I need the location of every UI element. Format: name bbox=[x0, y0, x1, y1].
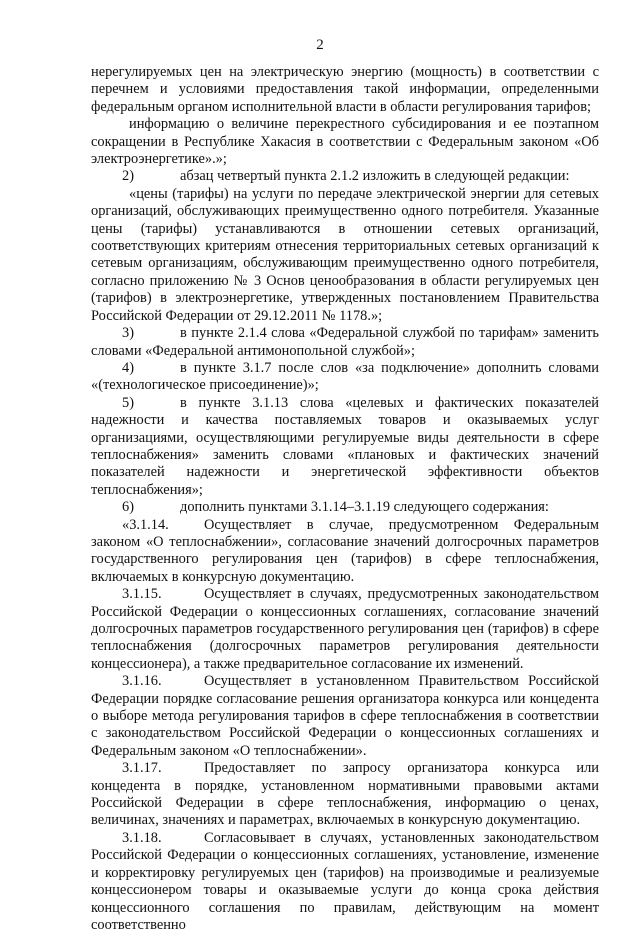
clause-number: 3.1.15. bbox=[122, 586, 162, 603]
clause-3-1-15 bbox=[91, 586, 599, 673]
clause-3-1-14 bbox=[91, 517, 599, 587]
clause-3-1-16 bbox=[91, 673, 599, 760]
list-item-5 bbox=[91, 395, 599, 499]
paragraph-cross-subsidy: информацию о величине перекрестного субсидирования и ее поэтапном сокращении в Республике Хакасия в соответствии с Федеральным законом «Об электроэнергетике».»; bbox=[91, 116, 599, 168]
list-item-6 bbox=[91, 499, 599, 516]
clause-text: Осуществляет в случае, предусмотренном Федеральным законом «О теплоснабжении», согласование значений долгосрочных параметров государственного регулирования цен (тарифов) в сфере теплоснабжения, включаемых в конкурсную документацию. bbox=[91, 516, 599, 585]
item-text: в пункте 3.1.7 после слов «за подключение» дополнить словами «(технологическое присоединение)»; bbox=[91, 359, 599, 394]
item-number: 4) bbox=[122, 359, 134, 376]
item-number: 6) bbox=[122, 499, 134, 516]
item-text: дополнить пунктами 3.1.14–3.1.19 следующего содержания: bbox=[180, 499, 549, 516]
document-body bbox=[91, 64, 599, 934]
page-number: 2 bbox=[316, 37, 324, 53]
list-item-2 bbox=[91, 168, 599, 185]
paragraph-continuation: нерегулируемых цен на электрическую энергию (мощность) в соответствии с перечнем и условиями предоставления такой информации, определенными федеральным органом исполнительной власти в области регулирования тарифов; bbox=[91, 64, 599, 115]
item-text: в пункте 2.1.4 слова «Федеральной службой по тарифам» заменить словами «Федеральной антимонопольной службой»; bbox=[91, 325, 599, 359]
clause-text: Осуществляет в случаях, предусмотренных законодательством Российской Федерации о концессионных соглашениях, согласование значений долгосрочных параметров государственного регулирования цен (тарифов) в сфере теплоснабжения (долгосрочных параметров регулирования деятельности концессионера), а также предварительное согласование их изменений. bbox=[91, 586, 599, 672]
clause-text: Предоставляет по запросу организатора конкурса или концедента в порядке, установленном нормативными правовыми актами Российской Федерации в сфере теплоснабжения, информацию о ценах, величинах, значениях и параметрах, включаемых в конкурсную документацию. bbox=[91, 760, 599, 829]
item-number: 3) bbox=[122, 325, 134, 342]
clause-text: Осуществляет в установленном Правительством Российской Федерации порядке согласование решения организатора конкурса или концедента о выборе метода регулирования тарифов в сфере теплоснабжения в соответствии с законодательством Российской Федерации о концессионных соглашениях и Федеральным законом «О теплоснабжении». bbox=[91, 673, 599, 759]
clause-3-1-18 bbox=[91, 830, 599, 934]
clause-text: Согласовывает в случаях, установленных законодательством Российской Федерации о концессионных соглашениях, установление, изменение и корректировку регулируемых цен (тарифов) на производимые и реализуемые концессионером товары и оказываемые услуги до конца срока действия концессионного соглашения по правилам, действующим на момент соответственно bbox=[91, 829, 599, 933]
clause-number: 3.1.18. bbox=[122, 829, 162, 846]
item-number: 5) bbox=[122, 394, 134, 411]
item-number: 2) bbox=[122, 168, 134, 185]
item-text: абзац четвертый пункта 2.1.2 изложить в следующей редакции: bbox=[180, 168, 570, 185]
clause-number: 3.1.16. bbox=[122, 673, 162, 690]
clause-3-1-17 bbox=[91, 760, 599, 830]
item-text: в пункте 3.1.13 слова «целевых и фактических показателей надежности и качества поставляемых товаров и оказываемых услуг организациями, осуществляющими регулируемые виды деятельности в сфере теплоснабжения» заменить словами «плановых и фактических значений показателей надежности и энергетической эффективности объектов теплоснабжения»; bbox=[91, 394, 599, 498]
list-item-3 bbox=[91, 325, 599, 360]
clause-number: «3.1.14. bbox=[122, 516, 169, 533]
list-item-4 bbox=[91, 360, 599, 395]
clause-number: 3.1.17. bbox=[122, 760, 162, 777]
paragraph-quoted-tariffs: «цены (тарифы) на услуги по передаче электрической энергии для сетевых организаций, обслуживающих преимущественно одного потребителя. Указанные цены (тарифы) устанавливаются в отношении сетевых организаций, соответствующих критериям отнесения территориальных сетевых организаций к сетевым организациям, обслуживающим преимущественно одного потребителя, согласно приложению № 3 Основ ценообразования в области регулируемых цен (тарифов) в электроэнергетике, утвержденных постановлением Правительства Российской Федерации от 29.12.2011 № 1178.»; bbox=[91, 185, 599, 324]
